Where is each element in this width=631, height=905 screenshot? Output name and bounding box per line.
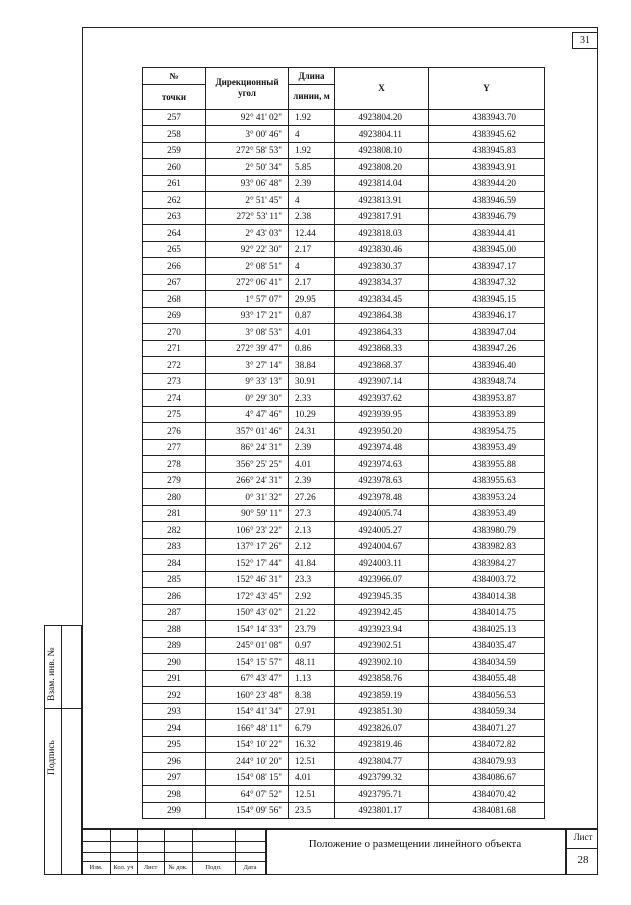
direction-angle: 2° 50' 34" bbox=[206, 159, 289, 176]
direction-angle: 3° 00' 46" bbox=[206, 126, 289, 143]
coord-x: 4923859.19 bbox=[335, 687, 429, 704]
table-row bbox=[143, 555, 545, 572]
point-no: 265 bbox=[143, 241, 206, 258]
line-length: 23.79 bbox=[289, 621, 335, 638]
coord-x: 4923834.37 bbox=[335, 274, 429, 291]
header-x: X bbox=[335, 68, 429, 110]
coord-x: 4924004.67 bbox=[335, 538, 429, 555]
coord-y: 4383955.63 bbox=[429, 472, 545, 489]
coord-x: 4923804.77 bbox=[335, 753, 429, 770]
coord-y: 4384059.34 bbox=[429, 703, 545, 720]
coord-y: 4383943.91 bbox=[429, 159, 545, 176]
table-row bbox=[143, 324, 545, 341]
table-row bbox=[143, 621, 545, 638]
coord-y: 4383945.15 bbox=[429, 291, 545, 308]
direction-angle: 272° 39' 47" bbox=[206, 340, 289, 357]
coord-y: 4384056.53 bbox=[429, 687, 545, 704]
coord-y: 4383953.89 bbox=[429, 406, 545, 423]
coord-x: 4923804.20 bbox=[335, 109, 429, 126]
direction-angle: 272° 06' 41" bbox=[206, 274, 289, 291]
direction-angle: 137° 17' 26" bbox=[206, 538, 289, 555]
coord-x: 4924005.27 bbox=[335, 522, 429, 539]
line-length: 48.11 bbox=[289, 654, 335, 671]
line-length: 2.13 bbox=[289, 522, 335, 539]
coord-y: 4383945.83 bbox=[429, 142, 545, 159]
coord-x: 4923902.51 bbox=[335, 637, 429, 654]
point-no: 299 bbox=[143, 802, 206, 819]
table-row bbox=[143, 472, 545, 489]
coord-x: 4923799.32 bbox=[335, 769, 429, 786]
coord-y: 4383946.59 bbox=[429, 192, 545, 209]
point-no: 276 bbox=[143, 423, 206, 440]
table-row bbox=[143, 769, 545, 786]
direction-angle: 356° 25' 25" bbox=[206, 456, 289, 473]
coord-x: 4923966.07 bbox=[335, 571, 429, 588]
line-length: 0.87 bbox=[289, 307, 335, 324]
line-length: 27.91 bbox=[289, 703, 335, 720]
coord-x: 4923902.10 bbox=[335, 654, 429, 671]
table-row bbox=[143, 670, 545, 687]
line-length: 2.38 bbox=[289, 208, 335, 225]
coord-y: 4384014.75 bbox=[429, 604, 545, 621]
stamp-label: Подп. bbox=[205, 864, 222, 871]
coord-y: 4383947.32 bbox=[429, 274, 545, 291]
line-length: 0.86 bbox=[289, 340, 335, 357]
point-no: 259 bbox=[143, 142, 206, 159]
table-body bbox=[143, 109, 545, 819]
direction-angle: 152° 46' 31" bbox=[206, 571, 289, 588]
line-length: 2.12 bbox=[289, 538, 335, 555]
table-row bbox=[143, 208, 545, 225]
table-row bbox=[143, 703, 545, 720]
coord-x: 4923830.46 bbox=[335, 241, 429, 258]
table-row bbox=[143, 786, 545, 803]
coord-x: 4923851.30 bbox=[335, 703, 429, 720]
line-length: 1.92 bbox=[289, 109, 335, 126]
table-row bbox=[143, 291, 545, 308]
table-row bbox=[143, 241, 545, 258]
point-no: 281 bbox=[143, 505, 206, 522]
coord-y: 4383944.41 bbox=[429, 225, 545, 242]
coord-x: 4923819.46 bbox=[335, 736, 429, 753]
coord-x: 4923864.38 bbox=[335, 307, 429, 324]
table-row bbox=[143, 340, 545, 357]
line-length: 2.39 bbox=[289, 472, 335, 489]
table-row bbox=[143, 736, 545, 753]
side-col-2 bbox=[61, 625, 82, 875]
header-no: № bbox=[143, 68, 206, 85]
point-no: 267 bbox=[143, 274, 206, 291]
table-row bbox=[143, 373, 545, 390]
vzam-inv-label: Взам. инв. № bbox=[47, 647, 57, 701]
header-length-unit: линии, м bbox=[289, 84, 335, 109]
table-row bbox=[143, 489, 545, 506]
table-row bbox=[143, 225, 545, 242]
point-no: 272 bbox=[143, 357, 206, 374]
coord-x: 4923826.07 bbox=[335, 720, 429, 737]
point-no: 291 bbox=[143, 670, 206, 687]
table-row bbox=[143, 604, 545, 621]
line-length: 2.17 bbox=[289, 274, 335, 291]
direction-angle: 90° 59' 11" bbox=[206, 505, 289, 522]
point-no: 297 bbox=[143, 769, 206, 786]
line-length: 1.92 bbox=[289, 142, 335, 159]
table-row bbox=[143, 439, 545, 456]
point-no: 289 bbox=[143, 637, 206, 654]
table-row bbox=[143, 687, 545, 704]
table-row bbox=[143, 307, 545, 324]
point-no: 286 bbox=[143, 588, 206, 605]
point-no: 285 bbox=[143, 571, 206, 588]
coord-x: 4923939.95 bbox=[335, 406, 429, 423]
point-no: 292 bbox=[143, 687, 206, 704]
point-no: 273 bbox=[143, 373, 206, 390]
direction-angle: 160° 23' 48" bbox=[206, 687, 289, 704]
direction-angle: 3° 08' 53" bbox=[206, 324, 289, 341]
line-length: 5.85 bbox=[289, 159, 335, 176]
direction-angle: 93° 06' 48" bbox=[206, 175, 289, 192]
coord-x: 4923808.10 bbox=[335, 142, 429, 159]
table-row bbox=[143, 175, 545, 192]
coord-y: 4383980.79 bbox=[429, 522, 545, 539]
point-no: 269 bbox=[143, 307, 206, 324]
table-row bbox=[143, 588, 545, 605]
line-length: 23.3 bbox=[289, 571, 335, 588]
coord-x: 4923978.63 bbox=[335, 472, 429, 489]
point-no: 279 bbox=[143, 472, 206, 489]
line-length: 4.01 bbox=[289, 456, 335, 473]
point-no: 257 bbox=[143, 109, 206, 126]
coord-y: 4384070.42 bbox=[429, 786, 545, 803]
coord-x: 4923974.48 bbox=[335, 439, 429, 456]
point-no: 280 bbox=[143, 489, 206, 506]
table-row bbox=[143, 505, 545, 522]
point-no: 283 bbox=[143, 538, 206, 555]
direction-angle: 4° 47' 46" bbox=[206, 406, 289, 423]
coord-x: 4924003.11 bbox=[335, 555, 429, 572]
point-no: 287 bbox=[143, 604, 206, 621]
coord-y: 4384086.67 bbox=[429, 769, 545, 786]
coord-y: 4383943.70 bbox=[429, 109, 545, 126]
side-stamp-strip bbox=[44, 625, 82, 875]
stamp-label: Лист bbox=[143, 864, 158, 871]
table-row bbox=[143, 142, 545, 159]
coord-y: 4383953.49 bbox=[429, 439, 545, 456]
point-no: 260 bbox=[143, 159, 206, 176]
point-no: 266 bbox=[143, 258, 206, 275]
direction-angle: 272° 58' 53" bbox=[206, 142, 289, 159]
coord-y: 4384035.47 bbox=[429, 637, 545, 654]
table-row bbox=[143, 126, 545, 143]
coord-y: 4383946.40 bbox=[429, 357, 545, 374]
coord-x: 4923937.62 bbox=[335, 390, 429, 407]
coord-y: 4383984.27 bbox=[429, 555, 545, 572]
header-angle: Дирекционный угол bbox=[206, 68, 289, 110]
direction-angle: 2° 08' 51" bbox=[206, 258, 289, 275]
line-length: 12.51 bbox=[289, 753, 335, 770]
table-row bbox=[143, 192, 545, 209]
table-row bbox=[143, 109, 545, 126]
table-row bbox=[143, 357, 545, 374]
coord-x: 4923868.37 bbox=[335, 357, 429, 374]
coord-x: 4923795.71 bbox=[335, 786, 429, 803]
point-no: 278 bbox=[143, 456, 206, 473]
coord-y: 4383944.20 bbox=[429, 175, 545, 192]
point-no: 275 bbox=[143, 406, 206, 423]
coord-x: 4923864.33 bbox=[335, 324, 429, 341]
line-length: 4 bbox=[289, 258, 335, 275]
line-length: 2.92 bbox=[289, 588, 335, 605]
coord-y: 4384055.48 bbox=[429, 670, 545, 687]
coord-x: 4923942.45 bbox=[335, 604, 429, 621]
point-no: 271 bbox=[143, 340, 206, 357]
header-point: точки bbox=[143, 84, 206, 109]
coord-y: 4384081.68 bbox=[429, 802, 545, 819]
line-length: 8.38 bbox=[289, 687, 335, 704]
point-no: 263 bbox=[143, 208, 206, 225]
coord-y: 4384079.93 bbox=[429, 753, 545, 770]
table-row bbox=[143, 802, 545, 819]
line-length: 2.39 bbox=[289, 175, 335, 192]
line-length: 12.51 bbox=[289, 786, 335, 803]
coord-y: 4384072.82 bbox=[429, 736, 545, 753]
table-row bbox=[143, 258, 545, 275]
line-length: 4.01 bbox=[289, 769, 335, 786]
table-row bbox=[143, 159, 545, 176]
coord-y: 4383953.49 bbox=[429, 505, 545, 522]
table-row bbox=[143, 406, 545, 423]
direction-angle: 154° 08' 15" bbox=[206, 769, 289, 786]
line-length: 21.22 bbox=[289, 604, 335, 621]
document-title: Положение о размещении линейного объекта bbox=[308, 838, 522, 850]
table-row bbox=[143, 274, 545, 291]
coord-y: 4383953.87 bbox=[429, 390, 545, 407]
direction-angle: 150° 43' 02" bbox=[206, 604, 289, 621]
direction-angle: 106° 23' 22" bbox=[206, 522, 289, 539]
stamp-label: № док. bbox=[168, 864, 188, 871]
direction-angle: 1° 57' 07" bbox=[206, 291, 289, 308]
direction-angle: 154° 15' 57" bbox=[206, 654, 289, 671]
table-row bbox=[143, 753, 545, 770]
line-length: 23.5 bbox=[289, 802, 335, 819]
coord-x: 4923868.33 bbox=[335, 340, 429, 357]
line-length: 0.97 bbox=[289, 637, 335, 654]
coord-y: 4383954.75 bbox=[429, 423, 545, 440]
point-no: 293 bbox=[143, 703, 206, 720]
point-no: 262 bbox=[143, 192, 206, 209]
coord-x: 4923817.91 bbox=[335, 208, 429, 225]
stamp-label: Дата bbox=[243, 864, 257, 871]
direction-angle: 245° 01' 08" bbox=[206, 637, 289, 654]
point-no: 284 bbox=[143, 555, 206, 572]
coord-x: 4923974.63 bbox=[335, 456, 429, 473]
coord-y: 4383948.74 bbox=[429, 373, 545, 390]
line-length: 2.17 bbox=[289, 241, 335, 258]
coord-y: 4383945.00 bbox=[429, 241, 545, 258]
point-no: 290 bbox=[143, 654, 206, 671]
sheet-label: Лист bbox=[573, 832, 593, 842]
point-no: 270 bbox=[143, 324, 206, 341]
direction-angle: 166° 48' 11" bbox=[206, 720, 289, 737]
line-length: 2.33 bbox=[289, 390, 335, 407]
direction-angle: 92° 41' 02" bbox=[206, 109, 289, 126]
point-no: 295 bbox=[143, 736, 206, 753]
table-row bbox=[143, 456, 545, 473]
coord-x: 4923801.17 bbox=[335, 802, 429, 819]
direction-angle: 357° 01' 46" bbox=[206, 423, 289, 440]
point-no: 274 bbox=[143, 390, 206, 407]
line-length: 30.91 bbox=[289, 373, 335, 390]
point-no: 268 bbox=[143, 291, 206, 308]
line-length: 27.26 bbox=[289, 489, 335, 506]
coord-x: 4923907.14 bbox=[335, 373, 429, 390]
coord-y: 4383946.17 bbox=[429, 307, 545, 324]
line-length: 6.79 bbox=[289, 720, 335, 737]
header-y: Y bbox=[429, 68, 545, 110]
coord-y: 4383946.79 bbox=[429, 208, 545, 225]
header-length: Длина bbox=[289, 68, 335, 85]
direction-angle: 86° 24' 31" bbox=[206, 439, 289, 456]
point-no: 264 bbox=[143, 225, 206, 242]
coord-y: 4383945.62 bbox=[429, 126, 545, 143]
table-row bbox=[143, 390, 545, 407]
point-no: 282 bbox=[143, 522, 206, 539]
coord-y: 4384003.72 bbox=[429, 571, 545, 588]
line-length: 10.29 bbox=[289, 406, 335, 423]
direction-angle: 64° 07' 52" bbox=[206, 786, 289, 803]
direction-angle: 154° 10' 22" bbox=[206, 736, 289, 753]
direction-angle: 3° 27' 14" bbox=[206, 357, 289, 374]
coord-x: 4923923.94 bbox=[335, 621, 429, 638]
table-row bbox=[143, 654, 545, 671]
coord-x: 4923813.91 bbox=[335, 192, 429, 209]
direction-angle: 9° 33' 13" bbox=[206, 373, 289, 390]
coord-x: 4923808.20 bbox=[335, 159, 429, 176]
page-corner-number: 31 bbox=[572, 32, 598, 49]
point-no: 288 bbox=[143, 621, 206, 638]
direction-angle: 244° 10' 20" bbox=[206, 753, 289, 770]
coord-y: 4384014.38 bbox=[429, 588, 545, 605]
direction-angle: 67° 43' 47" bbox=[206, 670, 289, 687]
coord-y: 4383947.26 bbox=[429, 340, 545, 357]
line-length: 4 bbox=[289, 192, 335, 209]
direction-angle: 272° 53' 11" bbox=[206, 208, 289, 225]
coord-y: 4383953.24 bbox=[429, 489, 545, 506]
line-length: 24.31 bbox=[289, 423, 335, 440]
direction-angle: 92° 22' 30" bbox=[206, 241, 289, 258]
point-no: 261 bbox=[143, 175, 206, 192]
coord-y: 4383982.83 bbox=[429, 538, 545, 555]
stamp-label: Кол. уч bbox=[113, 864, 134, 871]
coord-x: 4923945.35 bbox=[335, 588, 429, 605]
coord-x: 4923978.48 bbox=[335, 489, 429, 506]
direction-angle: 154° 14' 33" bbox=[206, 621, 289, 638]
coord-x: 4923818.03 bbox=[335, 225, 429, 242]
table-row bbox=[143, 423, 545, 440]
line-length: 2.39 bbox=[289, 439, 335, 456]
table-row bbox=[143, 637, 545, 654]
table-row bbox=[143, 720, 545, 737]
coord-y: 4383947.17 bbox=[429, 258, 545, 275]
point-no: 294 bbox=[143, 720, 206, 737]
line-length: 38.84 bbox=[289, 357, 335, 374]
coord-y: 4384034.59 bbox=[429, 654, 545, 671]
stamp-label: Изм. bbox=[89, 864, 103, 871]
direction-angle: 0° 31' 32" bbox=[206, 489, 289, 506]
point-no: 298 bbox=[143, 786, 206, 803]
line-length: 29.95 bbox=[289, 291, 335, 308]
coord-x: 4923814.04 bbox=[335, 175, 429, 192]
direction-angle: 2° 43' 03" bbox=[206, 225, 289, 242]
coord-y: 4383955.88 bbox=[429, 456, 545, 473]
line-length: 12.44 bbox=[289, 225, 335, 242]
coord-x: 4923834.45 bbox=[335, 291, 429, 308]
direction-angle: 2° 51' 45" bbox=[206, 192, 289, 209]
coord-x: 4923950.20 bbox=[335, 423, 429, 440]
coord-x: 4923830.37 bbox=[335, 258, 429, 275]
direction-angle: 266° 24' 31" bbox=[206, 472, 289, 489]
line-length: 1.13 bbox=[289, 670, 335, 687]
direction-angle: 154° 41' 34" bbox=[206, 703, 289, 720]
direction-angle: 172° 43' 45" bbox=[206, 588, 289, 605]
coord-x: 4924005.74 bbox=[335, 505, 429, 522]
direction-angle: 0° 29' 30" bbox=[206, 390, 289, 407]
coordinates-table bbox=[142, 67, 545, 819]
table-row bbox=[143, 538, 545, 555]
direction-angle: 152° 17' 44" bbox=[206, 555, 289, 572]
point-no: 296 bbox=[143, 753, 206, 770]
coord-y: 4384025.13 bbox=[429, 621, 545, 638]
point-no: 258 bbox=[143, 126, 206, 143]
side-divider bbox=[44, 708, 82, 709]
title-block bbox=[82, 828, 598, 875]
line-length: 4.01 bbox=[289, 324, 335, 341]
direction-angle: 93° 17' 21" bbox=[206, 307, 289, 324]
line-length: 16.32 bbox=[289, 736, 335, 753]
point-no: 277 bbox=[143, 439, 206, 456]
line-length: 41.84 bbox=[289, 555, 335, 572]
table-row bbox=[143, 522, 545, 539]
coord-y: 4384071.27 bbox=[429, 720, 545, 737]
direction-angle: 154° 09' 56" bbox=[206, 802, 289, 819]
coord-x: 4923858.76 bbox=[335, 670, 429, 687]
coord-x: 4923804.11 bbox=[335, 126, 429, 143]
line-length: 4 bbox=[289, 126, 335, 143]
sheet-number: 28 bbox=[577, 854, 589, 866]
table-row bbox=[143, 571, 545, 588]
coord-y: 4383947.04 bbox=[429, 324, 545, 341]
podpis-label: Подпись bbox=[47, 740, 57, 775]
line-length: 27.3 bbox=[289, 505, 335, 522]
